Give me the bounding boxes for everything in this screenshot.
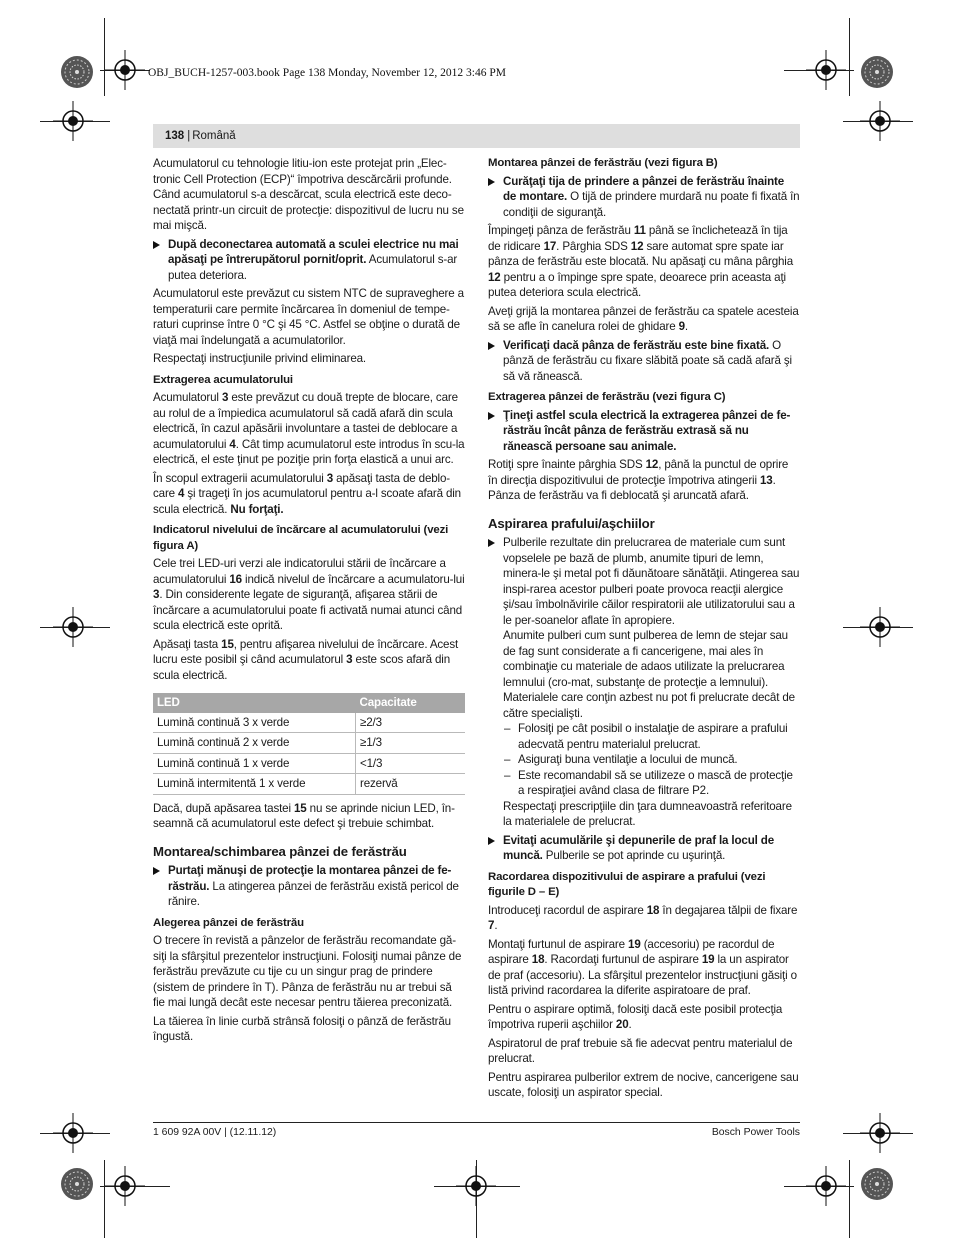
paragraph: Apăsaţi tasta 15, pentru afişarea nivelului de încărcare. Acest lucru este posibil şi când acumulatorul 3 este scos afară din scula electrică. <box>153 637 459 682</box>
warning-bullet <box>488 338 800 385</box>
paragraph: Pentru o aspirare optimă, folosiţi dacă este posibil protecţia împotriva ruperii aşchiilor 20. <box>488 1002 783 1031</box>
warning-bullet <box>153 863 465 910</box>
paragraph: Anumite pulberi cum sunt pulberea de lemn de stejar sau de fag sunt considerate a fi cancerigene, mai ales în combinaţie cu materiale de adaos utilizate la prelucrarea lemnului (cro-mat, substanţe de protecţie a lemnului). Materialele care conţin azbest nu pot fi prelucrate decât de către specialişti. <box>503 629 795 720</box>
page-number: 138 <box>165 130 185 142</box>
table-cell: <1/3 <box>356 753 466 774</box>
bullet-text: La atingerea pânzei de ferăstrău există pericol de rănire. <box>168 879 459 908</box>
paragraph: Rotiţi spre înainte pârghia SDS 12, până la punctul de oprire în direcţia dispozitivului de protecţie împotriva atingerii 13. Pânza de ferăstrău va fi deblocată şi aruncată afară. <box>488 458 789 502</box>
paragraph: Introduceţi racordul de aspirare 18 în degajarea tălpii de fixare 7. <box>488 903 798 932</box>
dash-item: – Este recomandabil să se utilizeze o mască de protecţie a respiraţiei având clasa de filtrare P2. <box>504 768 793 797</box>
bullet-text: O pânză de ferăstrău cu fixare slăbită poate să cadă afară şi să vă rănească. <box>503 338 792 383</box>
subheading: Racordarea dispozitivului de aspirare a prafului (vezi figurile D – E) <box>488 870 766 898</box>
table-cell: Lumină continuă 1 x verde <box>153 753 356 774</box>
paragraph: Dacă, după apăsarea tastei 15 nu se aprinde niciun LED, în-seamnă că acumulatorul este defect şi trebuie schimbat. <box>153 801 455 830</box>
paragraph: Respectaţi prescripţiile din ţara dumneavoastră referitoare la materialele de prelucrat. <box>503 799 792 828</box>
bullet-triangle-icon <box>488 837 495 845</box>
registration-target-icon <box>105 50 145 90</box>
paragraph: O trecere în revistă a pânzelor de ferăstrău recomandate gă-siţi la sfârşitul prezentelor instrucţiuni. Folosiţi numai pânze de ferăstrău prevăzute cu tije cu un singur prag de prindere (sistem de prindere în T). Pânza de ferăstrău nu ar trebui să fie mai lungă decât este necesar pentru tăierea preconizată. <box>153 934 462 1009</box>
registration-target-icon <box>806 1166 846 1206</box>
table-cell: ≥1/3 <box>356 733 466 754</box>
bullet-bold-text: Purtaţi mănuşi de protecţie la montarea pânzei de fe-răstrău. <box>168 864 452 893</box>
warning-bullet <box>488 174 800 221</box>
registration-target-icon <box>806 50 846 90</box>
registration-target-icon <box>860 607 900 647</box>
warning-bullet <box>153 237 465 284</box>
bullet-triangle-icon <box>153 241 160 249</box>
table-row <box>153 774 465 795</box>
led-table <box>153 693 465 795</box>
warning-bullet <box>488 535 800 628</box>
table-header-row <box>153 693 465 713</box>
dash-item: – Folosiţi pe cât posibil o instalaţie de aspirare a prafului adecvată pentru materialul prelucrat. <box>504 722 788 751</box>
footer-rule <box>153 1122 800 1123</box>
bullet-bold-text: După deconectarea automată a sculei electrice nu mai apăsaţi pe întrerupătorul pornit/oprit. <box>168 237 459 266</box>
bullet-text: O tijă de prindere murdară nu poate fi fixată în condiţii de siguranţă. <box>503 190 800 219</box>
table-cell: Lumină continuă 2 x verde <box>153 733 356 754</box>
right-column <box>488 156 800 1104</box>
table-cell: rezervă <box>356 774 466 795</box>
table-row <box>153 753 465 774</box>
subheading: Alegerea pânzei de ferăstrău <box>153 916 304 929</box>
paragraph: Acumulatorul este prevăzut cu sistem NTC de supraveghere a temperaturii care permite încărcarea în domeniul de tempe-raturi cuprinse între 0 °C şi 45 °C. Astfel se obţine o durată de viaţă mai îndelungată a acumulatorilor. <box>153 287 464 347</box>
paragraph: Aspiratorul de praf trebuie să fie adecvat pentru materialul de prelucrat. <box>488 1036 793 1065</box>
subheading: Extragerea acumulatorului <box>153 373 293 386</box>
bullet-bold-text: Ţineţi astfel scula electrică la extragerea pânzei de fe-răstrău încât pânza de ferăstrău extrasă să nu rănească persoane sau animale. <box>503 408 791 453</box>
paragraph: La tăierea în linie curbă strânsă folosiţi o pânză de ferăstrău îngustă. <box>153 1014 451 1043</box>
bullet-bold-text: Evitaţi acumulările şi depunerile de praf la locul de muncă. <box>503 833 775 862</box>
paragraph: Pentru aspirarea pulberilor extrem de nocive, cancerigene sau uscate, folosiţi un aspirator special. <box>488 1070 799 1099</box>
star-target-icon <box>860 1167 894 1201</box>
registration-target-icon <box>860 1113 900 1153</box>
footer-doc-number: 1 609 92A 00V | (12.11.12) <box>153 1127 277 1138</box>
paragraph: Respectaţi instrucţiunile privind eliminarea. <box>153 352 366 365</box>
table-header: LED <box>153 693 356 713</box>
subheading: Montarea pânzei de ferăstrău (vezi figura B) <box>488 157 718 169</box>
bullet-bold-text: Curăţaţi tija de prindere a pânzei de ferăstrău înainte de montare. <box>503 174 785 203</box>
registration-target-icon <box>53 101 93 141</box>
left-column <box>153 156 465 1048</box>
paragraph: Împingeţi pânza de ferăstrău 11 până se înclichetează în tija de ridicare 17. Pârghia SDS 12 sare automat spre spate iar pânza de ferăstrău este blocată. Nu apăsaţi cu mâna pârghia 12 pentru a o împinge spre spate, deoarece prin aceasta aţi putea deteriora scula electrică. <box>488 224 794 299</box>
paragraph: Aveţi grijă la montarea pânzei de ferăstrău ca spatele acesteia să se afle în canelura rolei de ghidare 9. <box>488 304 799 333</box>
table-cell: Lumină intermitentă 1 x verde <box>153 774 356 795</box>
registration-target-icon <box>456 1166 496 1206</box>
subheading: Indicatorul nivelului de încărcare al acumulatorului (vezi figura A) <box>153 524 449 552</box>
star-target-icon <box>60 1167 94 1201</box>
registration-target-icon <box>53 1113 93 1153</box>
section-heading: Montarea/schimbarea pânzei de ferăstrău <box>153 843 407 859</box>
header-separator: | <box>187 130 191 142</box>
star-target-icon <box>860 55 894 89</box>
paragraph: Montaţi furtunul de aspirare 19 (accesoriu) pe racordul de aspirare 18. Racordaţi furtunul de aspirare 19 la un aspirator de praf (accesoriu). La sfârşitul prezentelor instrucţiuni găsiţi o listă privind racordarea la diferite aspiratoare de praf. <box>488 937 797 997</box>
star-target-icon <box>60 55 94 89</box>
bullet-text: Acumulatorul s-ar putea deteriora. <box>168 253 458 282</box>
paragraph: Cele trei LED-uri verzi ale indicatorului stării de încărcare a acumulatorului 16 indică nivelul de încărcare a acumulatoru-lui 3. Din considerente legate de siguranţă, afişarea stării de încărcare a acumulatorului poate fi activată numai atunci când scula electrică este oprită. <box>153 557 465 632</box>
paragraph: Acumulatorul cu tehnologie litiu-ion este protejat prin „Elec-tronic Cell Protection (ECP)“ împotriva descărcării profunde. Când acumulatorul s-a descărcat, scula electrică este deco-nectată printr-un circuit de protecţie: dispozitivul de lucru nu se mai mişcă. <box>153 157 464 232</box>
subheading: Extragerea pânzei de ferăstrău (vezi figura C) <box>488 391 726 403</box>
table-cell: Lumină continuă 3 x verde <box>153 713 356 733</box>
bullet-triangle-icon <box>488 412 495 420</box>
warning-bullet <box>488 408 800 455</box>
print-slug: OBJ_BUCH-1257-003.book Page 138 Monday, November 12, 2012 3:46 PM <box>148 67 506 79</box>
table-header: Capacitate <box>356 693 466 713</box>
dash-item: – Asiguraţi buna ventilaţie a locului de muncă. <box>504 753 738 766</box>
bullet-triangle-icon <box>488 178 495 186</box>
bullet-triangle-icon <box>488 539 495 547</box>
page-header <box>153 124 800 148</box>
paragraph: Acumulatorul 3 este prevăzut cu două trepte de blocare, care au rolul de a împiedica acumulatorul să cadă afară din scula electrică, în cazul apăsării involuntare a tastei de deblocare a acumulatorului 4. Cât timp acumulatorul este introdus în scu-la electrică, el este ţinut pe poziţie prin forţa elastică a unui arc. <box>153 391 465 466</box>
table-row <box>153 713 465 733</box>
warning-bullet <box>488 833 800 864</box>
registration-target-icon <box>53 607 93 647</box>
header-language: Română <box>192 130 236 142</box>
section-heading: Aspirarea prafului/aşchiilor <box>488 515 655 531</box>
bullet-text: Pulberile rezultate din prelucrarea de materiale cum sunt vopselele pe bază de plumb, anumite tipuri de lemn, minera-le şi metal pot fi dăunătoare sănătăţii. Atingerea sau inspi-rarea acestor pulberi poate provoca reacţii alergice şi/sau îmbolnăvirile căilor respiratorii ale utilizatorului sau a le per-soanelor aflate în apropiere. <box>503 536 800 627</box>
paragraph: În scopul extragerii acumulatorului 3 apăsaţi tasta de deblo-care 4 şi trageţi în jos acumulatorul pentru a-l scoate afară din scula electrică. Nu forţaţi. <box>153 471 461 516</box>
bullet-text: Pulberile se pot aprinde cu uşurinţă. <box>542 849 726 862</box>
bullet-triangle-icon <box>488 342 495 350</box>
table-cell: ≥2/3 <box>356 713 466 733</box>
bullet-triangle-icon <box>153 867 160 875</box>
registration-target-icon <box>860 101 900 141</box>
crop-mark <box>849 1160 850 1238</box>
bullet-bold-text: Verificaţi dacă pânza de ferăstrău este bine fixată. <box>503 338 770 352</box>
registration-target-icon <box>105 1166 145 1206</box>
table-row <box>153 733 465 754</box>
crop-mark <box>849 18 850 96</box>
footer-brand: Bosch Power Tools <box>711 1127 800 1138</box>
